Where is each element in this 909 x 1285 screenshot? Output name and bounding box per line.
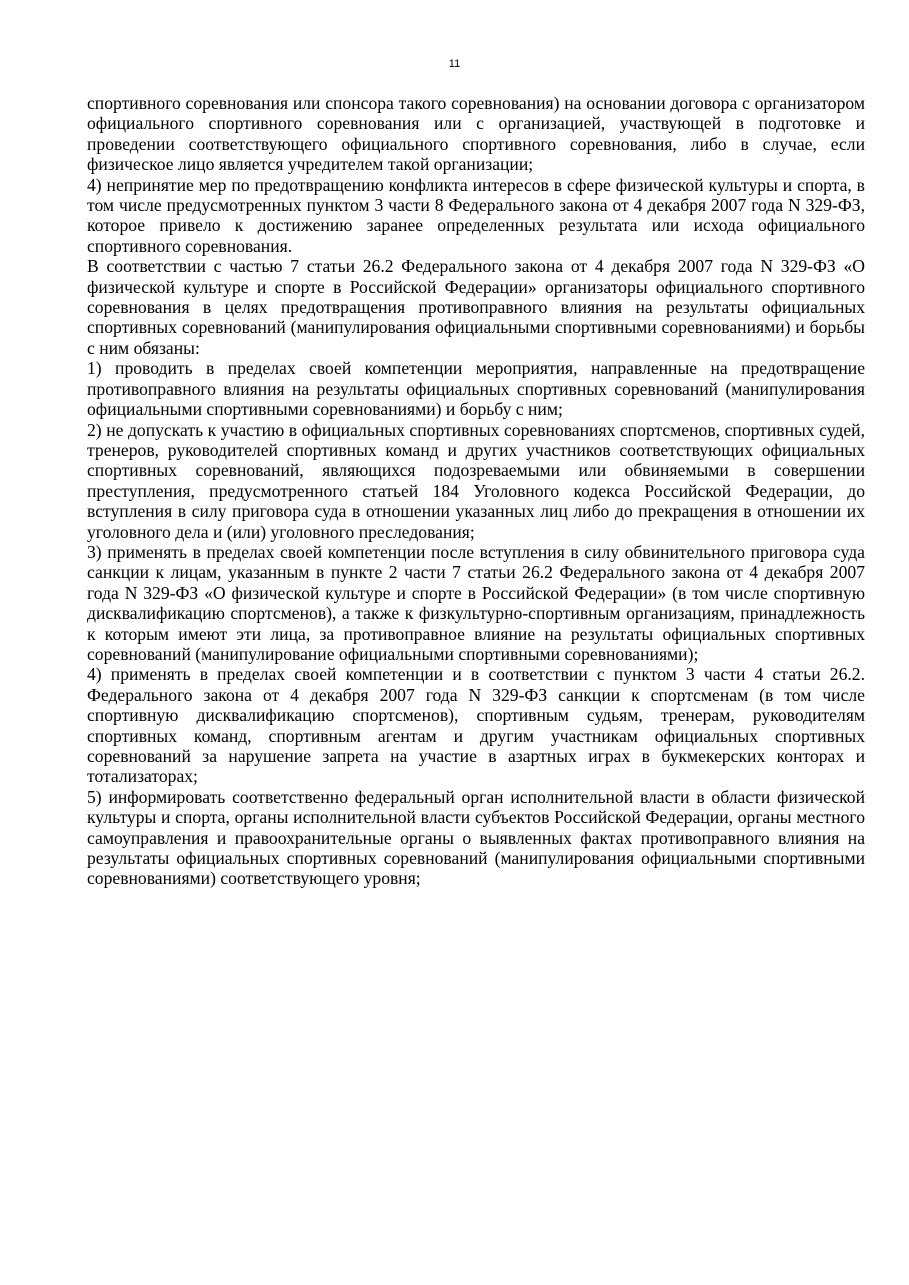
paragraph-item-4-conflict: 4) непринятие мер по предотвращению конфликта интересов в сфере физической культуры и спорта, в том числе предусмотренных пунктом 3 части 8 Федерального закона от 4 декабря 2007 года N 329-ФЗ, которое привело к достижению заранее определенных результата или исхода официального спортивного соревнования.: [87, 174, 865, 256]
paragraph-continuation: спортивного соревнования или спонсора такого соревнования) на основании договора с организатором официального спортивного соревнования или с организацией, участвующей в подготовке и проведении соответствующего официального спортивного соревнования, либо в случае, если физическое лицо является учредителем такой организации;: [87, 93, 865, 175]
paragraph-item-5: 5) информировать соответственно федеральный орган исполнительной власти в области физической культуры и спорта, органы исполнительной власти субъектов Российской Федерации, органы местного самоуправления и правоохранительные органы о выявленных фактах противоправного влияния на результаты официальных спортивных соревнований (манипулирования официальными спортивными соревнованиями) соответствующего уровня;: [87, 786, 865, 889]
paragraph-item-2: 2) не допускать к участию в официальных спортивных соревнованиях спортсменов, спортивных судей, тренеров, руководителей спортивных команд и других участников соответствующих официальных спортивных соревнований, являющихся подозреваемыми или обвиняемыми в совершении преступления, предусмотренного статьей 184 Уголовного кодекса Российской Федерации, до вступления в силу приговора суда в отношении указанных лиц либо до прекращения в отношении их уголовного дела и (или) уголовного преследования;: [87, 419, 865, 542]
paragraph-item-1: 1) проводить в пределах своей компетенции мероприятия, направленные на предотвращение противоправного влияния на результаты официальных спортивных соревнований (манипулирования официальными спортивными соревнованиями) и борьбу с ним;: [87, 358, 865, 420]
document-body: [87, 93, 865, 889]
paragraph-organizers-obligations: В соответствии с частью 7 статьи 26.2 Федерального закона от 4 декабря 2007 года N 329-ФЗ «О физической культуре и спорте в Российской Федерации» организаторы официального спортивного соревнования в целях предотвращения противоправного влияния на результаты официальных спортивных соревнований (манипулирования официальными спортивными соревнованиями) и борьбы с ним обязаны:: [87, 256, 865, 358]
paragraph-item-3: 3) применять в пределах своей компетенции после вступления в силу обвинительного приговора суда санкции к лицам, указанным в пункте 2 части 7 статьи 26.2 Федерального закона от 4 декабря 2007 года N 329-ФЗ «О физической культуре и спорте в Российской Федерации» (в том числе спортивную дисквалификацию спортсменов), а также к физкультурно-спортивным организациям, принадлежность к которым имеют эти лица, за противоправное влияние на результаты официальных спортивных соревнований (манипулирование официальными спортивными соревнованиями);: [87, 541, 865, 664]
page-number: 11: [448, 58, 461, 70]
paragraph-item-4-sanctions: 4) применять в пределах своей компетенции и в соответствии с пунктом 3 части 4 статьи 26.2. Федерального закона от 4 декабря 2007 года N 329-ФЗ санкции к спортсменам (в том числе спортивную дисквалификацию спортсменов), спортивным судьям, тренерам, руководителям спортивных команд, спортивным агентам и другим участникам официальных спортивных соревнований за нарушение запрета на участие в азартных играх в букмекерских конторах и тотализаторах;: [87, 664, 865, 787]
